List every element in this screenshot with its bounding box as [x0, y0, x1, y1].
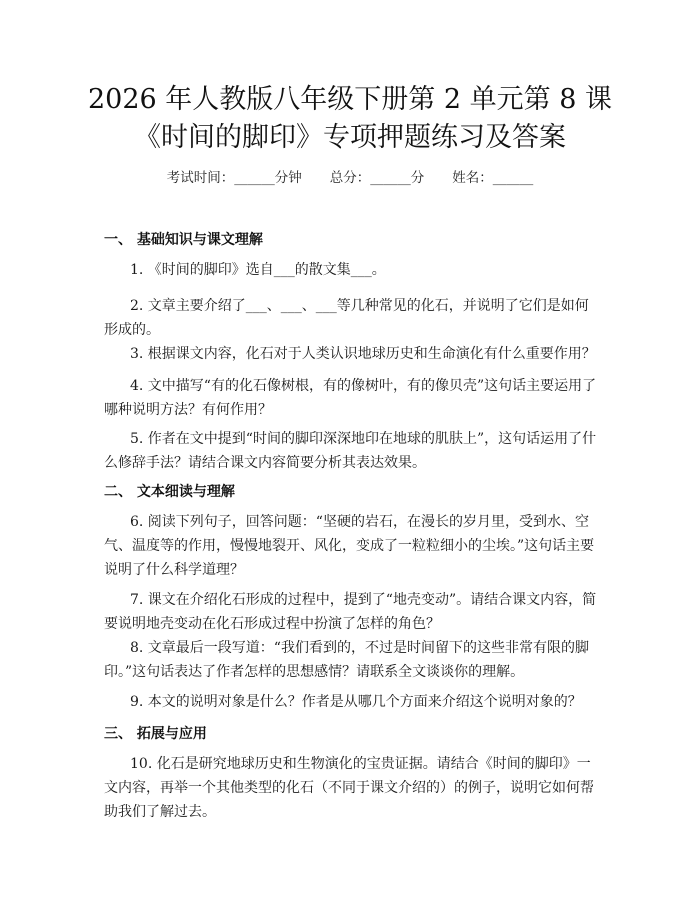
question-5: 5. 作者在文中提到“时间的脚印深深地印在地球的肌肤上”，这句话运用了什么修辞手法？请结合课文内容简要分析其表达效果。: [104, 431, 597, 471]
question-7: 7. 课文在介绍化石形成的过程中，提到了“地壳变动”。请结合课文内容，简要说明地壳变动在化石形成过程中扮演了怎样的角色？: [104, 592, 597, 632]
question-1: 1. 《时间的脚印》选自___的散文集___。: [130, 262, 386, 278]
question-9: 9. 本文的说明对象是什么？作者是从哪几个方面来介绍这个说明对象的？: [130, 694, 582, 710]
question-6: 6. 阅读下列句子，回答问题：“坚硬的岩石，在漫长的岁月里，受到水、空气、温度等的作用，慢慢地裂开、风化，变成了一粒粒细小的尘埃。”这句话主要说明了什么科学道理？: [104, 514, 595, 578]
section-heading-1: 一、 基础知识与课文理解: [104, 232, 263, 248]
exam-time: 考试时间：______分钟: [166, 170, 302, 186]
title-line-1: 2026 年人教版八年级下册第 2 单元第 8 课: [88, 84, 612, 115]
question-2: 2. 文章主要介绍了___、___、___等几种常见的化石，并说明了它们是如何形成的。: [104, 298, 589, 338]
exam-meta: [0, 168, 700, 188]
total-score: 总分：______分: [329, 170, 425, 186]
student-name: 姓名：______: [452, 170, 534, 186]
section-heading-2: 二、 文本细读与理解: [104, 484, 235, 500]
question-8: 8. 文章最后一段写道：“我们看到的，不过是时间留下的这些非常有限的脚印。”这句话表达了作者怎样的思想感情？请联系全文谈谈你的理解。: [104, 640, 589, 680]
question-10: 10. 化石是研究地球历史和生物演化的宝贵证据。请结合《时间的脚印》一文内容，再举一个其他类型的化石（不同于课文介绍的）的例子，说明它如何帮助我们了解过去。: [104, 756, 594, 820]
question-3: 3. 根据课文内容，化石对于人类认识地球历史和生命演化有什么重要作用？: [130, 346, 596, 362]
section-heading-3: 三、 拓展与应用: [104, 726, 207, 742]
question-4: 4. 文中描写“有的化石像树根，有的像树叶，有的像贝壳”这句话主要运用了哪种说明方法？有何作用？: [104, 378, 597, 418]
title-line-2: 《时间的脚印》专项押题练习及答案: [134, 122, 566, 153]
